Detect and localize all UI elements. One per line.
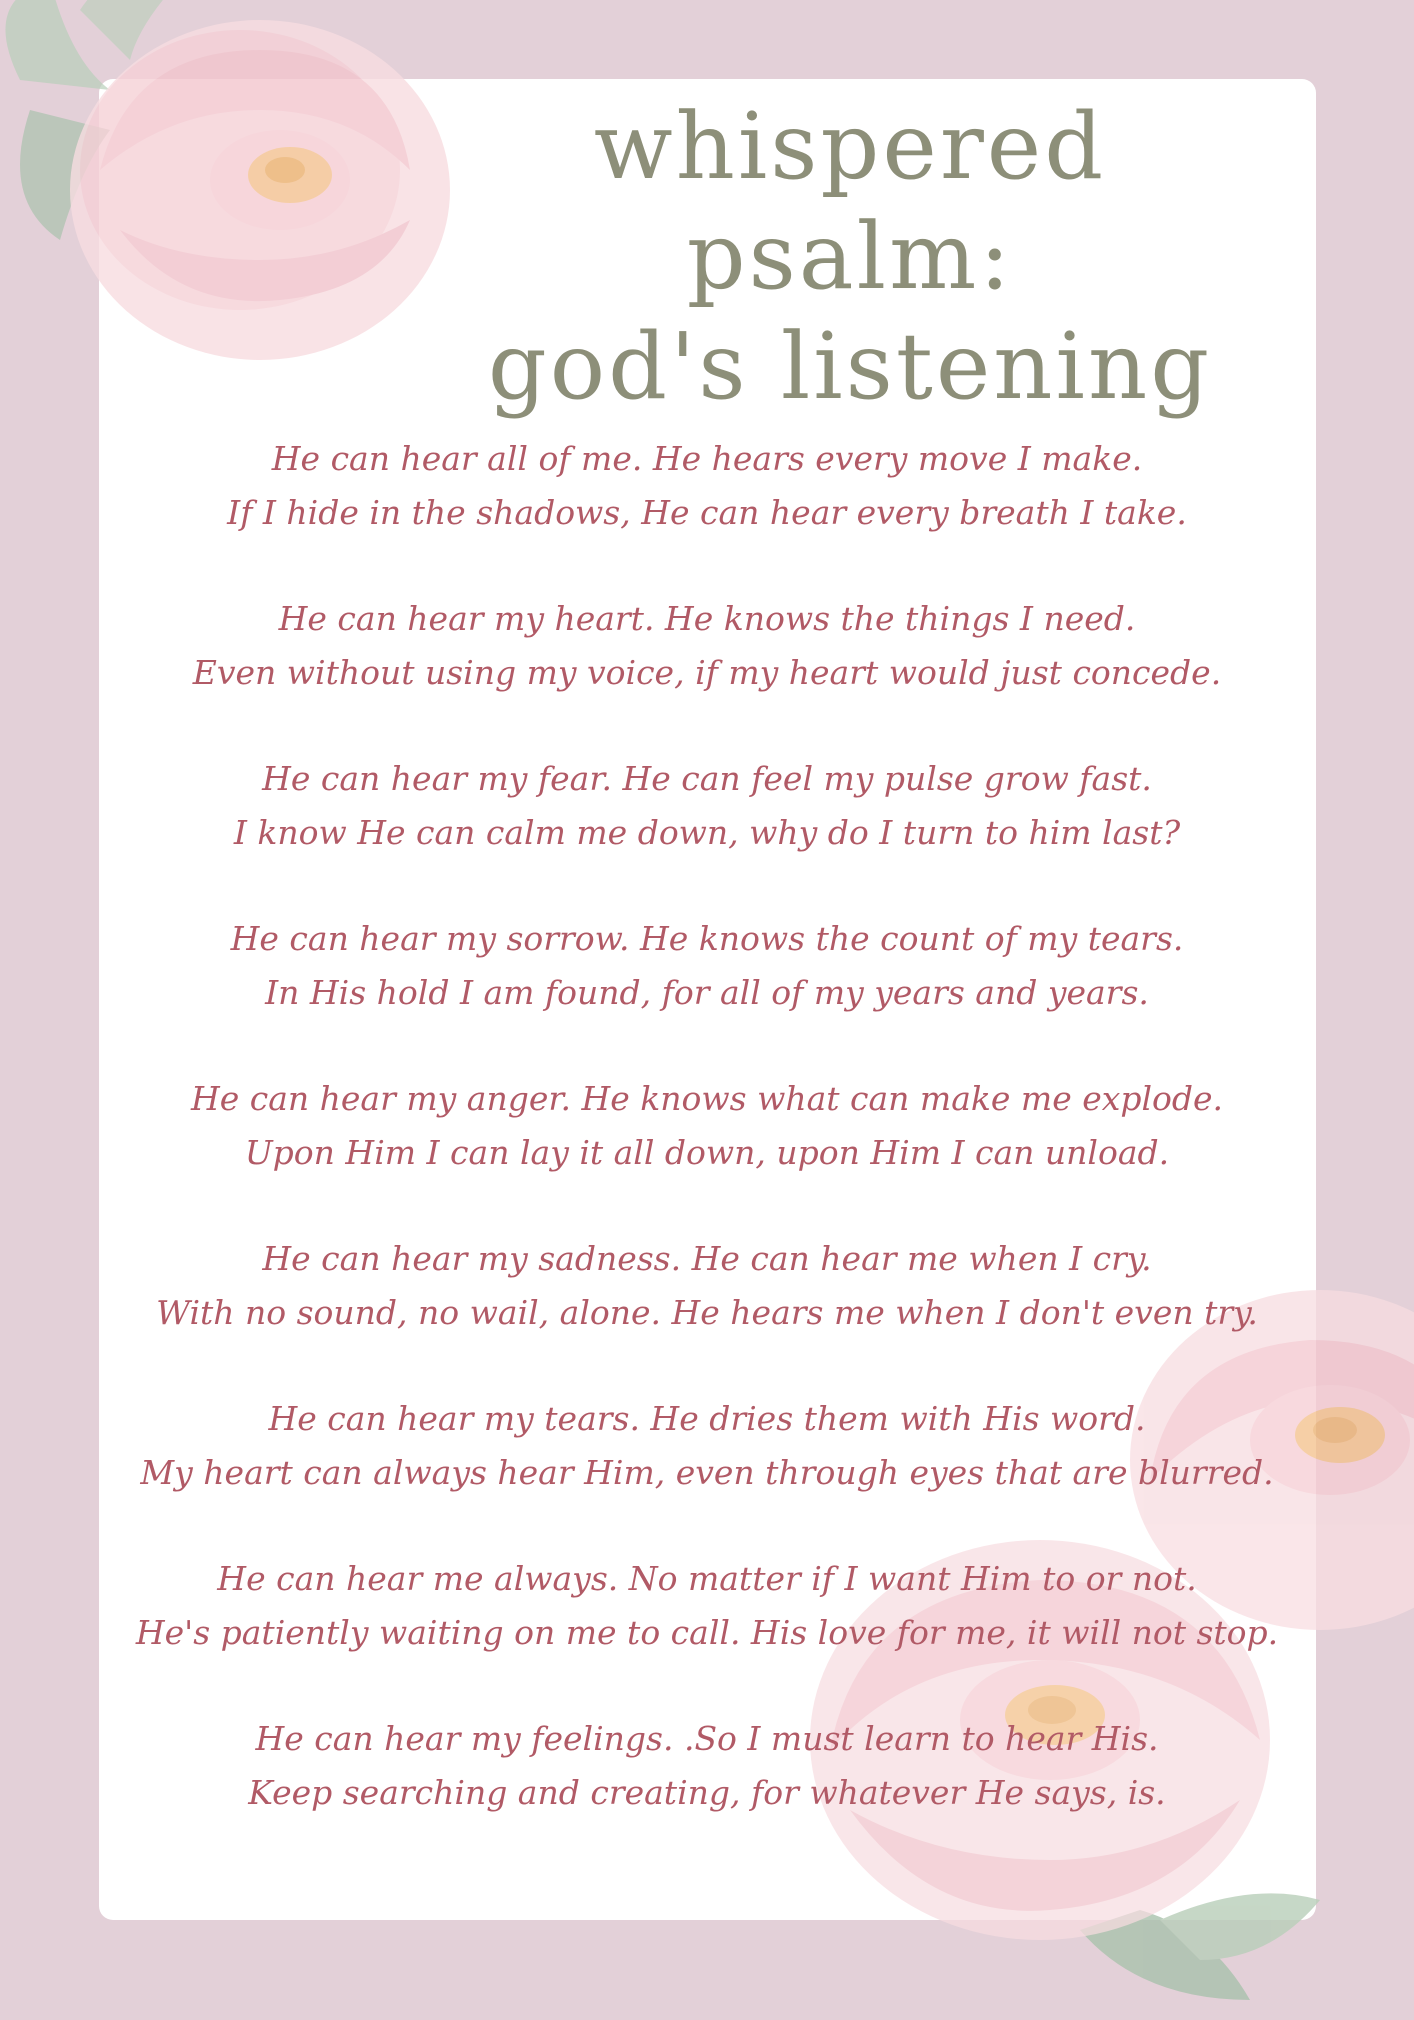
poem-line: I know He can calm me down, why do I turn to him last?: [233, 813, 1181, 852]
title-line-3: god's listening: [487, 313, 1213, 420]
poem-line: He can hear my fear. He can feel my pulse grow fast.: [262, 759, 1152, 798]
poem-line: He can hear all of me. He hears every move I make.: [271, 439, 1143, 478]
stanza-1: [130, 432, 1284, 540]
poem-line: Even without using my voice, if my heart would just concede.: [192, 653, 1222, 692]
poem-line: He can hear my sadness. He can hear me when I cry.: [262, 1239, 1152, 1278]
stanza-3: [130, 752, 1284, 860]
peony-top-left-illustration: [0, 0, 480, 420]
poem-line: He can hear my heart. He knows the things I need.: [278, 599, 1136, 638]
poem-line: Keep searching and creating, for whatever He says, is.: [248, 1773, 1166, 1812]
title-line-2: psalm:: [686, 203, 1014, 310]
poem-line: With no sound, no wail, alone. He hears me when I don't even try.: [156, 1293, 1258, 1332]
stanza-6: [130, 1232, 1284, 1340]
poem-line: Upon Him I can lay it all down, upon Him I can unload.: [244, 1133, 1170, 1172]
stanza-8: [130, 1552, 1284, 1660]
poem-line: He's patiently waiting on me to call. His love for me, it will not stop.: [135, 1613, 1279, 1652]
poem-body: [130, 432, 1284, 1872]
stanza-5: [130, 1072, 1284, 1180]
stanza-4: [130, 912, 1284, 1020]
stanza-9: [130, 1712, 1284, 1820]
stanza-2: [130, 592, 1284, 700]
poem-line: My heart can always hear Him, even through eyes that are blurred.: [140, 1453, 1274, 1492]
poem-line: He can hear my tears. He dries them with His word.: [268, 1399, 1146, 1438]
stanza-7: [130, 1392, 1284, 1500]
poem-title: [430, 92, 1270, 422]
poem-line: He can hear me always. No matter if I want Him to or not.: [217, 1559, 1197, 1598]
poem-line: He can hear my anger. He knows what can make me explode.: [190, 1079, 1224, 1118]
poem-line: He can hear my feelings. .So I must learn to hear His.: [255, 1719, 1159, 1758]
title-line-1: whispered: [593, 93, 1107, 200]
poem-line: If I hide in the shadows, He can hear every breath I take.: [227, 493, 1187, 532]
poem-line: He can hear my sorrow. He knows the count of my tears.: [230, 919, 1184, 958]
poem-line: In His hold I am found, for all of my years and years.: [265, 973, 1149, 1012]
